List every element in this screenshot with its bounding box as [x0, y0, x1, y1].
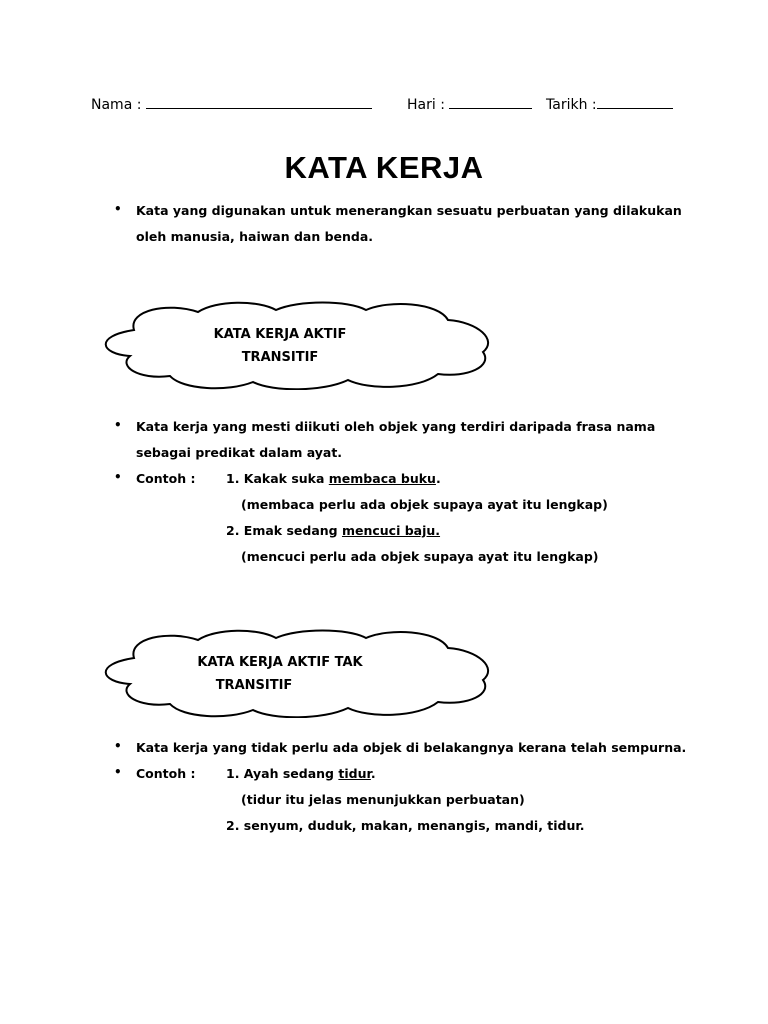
section2-ex1-suffix: .	[370, 766, 376, 781]
cloud-label-2	[170, 651, 390, 697]
cloud-2-line1: KATA KERJA AKTIF TAK	[197, 655, 363, 670]
tarikh-label: Tarikh :	[546, 97, 597, 113]
nama-label: Nama :	[91, 97, 142, 113]
section2-example2: 2. senyum, duduk, makan, menangis, mandi, tidur.	[226, 818, 585, 833]
section1-ex1-note: (membaca perlu ada objek supaya ayat itu lengkap)	[241, 497, 608, 512]
section1-ex1-verb: membaca buku	[328, 471, 436, 486]
cloud-1-line2: TRANSITIF	[241, 350, 319, 365]
intro-text	[136, 198, 682, 250]
section1-ex2-verb: mencuci baju.	[341, 523, 441, 538]
section2-ex1-verb: tidur	[338, 766, 371, 781]
nama-field	[91, 94, 372, 113]
section1-ex2-prefix: 2. Emak sedang	[226, 523, 342, 538]
hari-blank	[449, 94, 532, 109]
section1-ex2-note: (mencuci perlu ada objek supaya ayat itu lengkap)	[241, 549, 599, 564]
section1-ex1-prefix: 1. Kakak suka	[226, 471, 329, 486]
hari-label: Hari :	[407, 97, 445, 113]
intro-line1: Kata yang digunakan untuk menerangkan sesuatu perbuatan yang dilakukan	[136, 203, 682, 218]
cloud-1-line1: KATA KERJA AKTIF	[213, 327, 347, 342]
section2-ex1-note: (tidur itu jelas menunjukkan perbuatan)	[241, 792, 525, 807]
intro-line2: oleh manusia, haiwan dan benda.	[136, 229, 374, 244]
bullet-icon: •	[114, 765, 122, 779]
cloud-2-line2: TRANSITIF	[215, 678, 293, 693]
tarikh-blank	[597, 94, 673, 109]
nama-blank	[146, 94, 372, 109]
bullet-icon: •	[114, 470, 122, 484]
section2-example1	[226, 761, 376, 787]
section2-def-line1: Kata kerja yang tidak perlu ada objek di belakangnya kerana telah sempurna.	[136, 740, 687, 755]
section1-contoh-label: Contoh :	[136, 471, 196, 486]
section1-def-line1: Kata kerja yang mesti diikuti oleh objek yang terdiri daripada frasa nama	[136, 419, 656, 434]
hari-field	[407, 94, 532, 113]
bullet-icon: •	[114, 202, 122, 216]
tarikh-field	[546, 94, 673, 113]
bullet-icon: •	[114, 418, 122, 432]
section2-contoh-label: Contoh :	[136, 766, 196, 781]
section1-example1	[226, 466, 441, 492]
page-title: KATA KERJA	[284, 150, 484, 185]
section1-definition	[136, 414, 655, 466]
cloud-label-1	[190, 323, 370, 369]
section1-def-line2: sebagai predikat dalam ayat.	[136, 445, 343, 460]
section2-ex1-prefix: 1. Ayah sedang	[226, 766, 339, 781]
section1-ex1-suffix: .	[435, 471, 441, 486]
section1-example2	[226, 518, 440, 544]
bullet-icon: •	[114, 739, 122, 753]
